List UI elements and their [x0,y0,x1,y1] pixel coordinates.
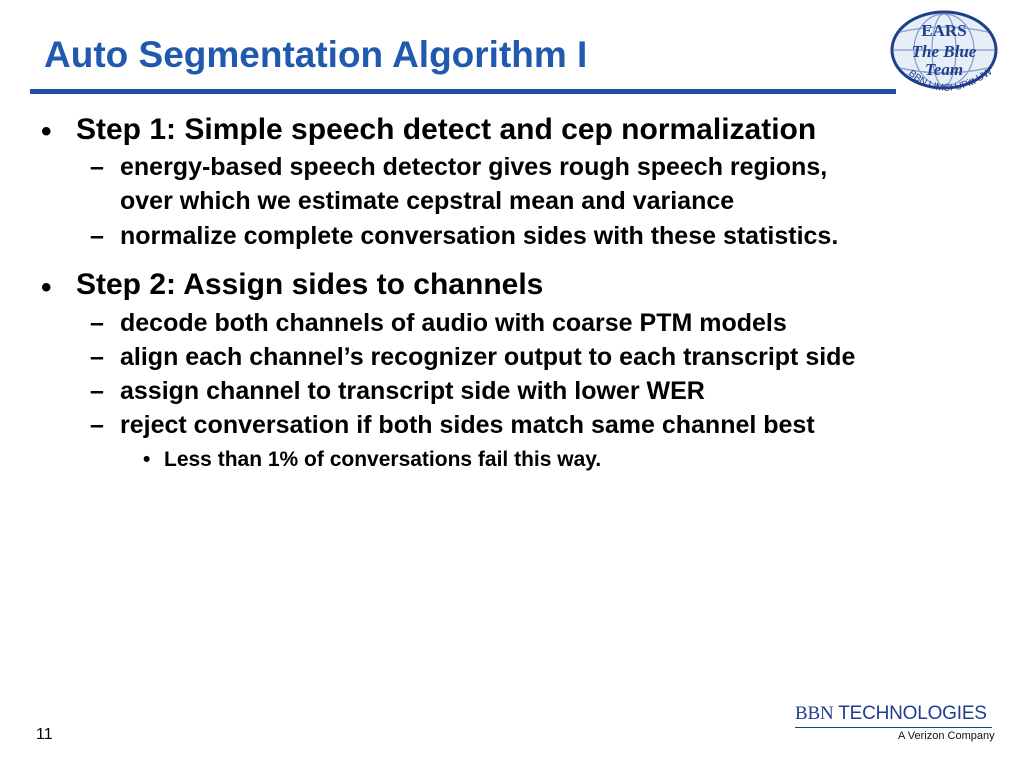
level2-dash-marker: – [90,377,104,405]
level2-dash-marker: – [90,309,104,337]
bullet-2-sub-3: assign channel to transcript side with lower WER [120,377,705,405]
bullet-1-sub-1-line-1: energy-based speech detector gives rough speech regions, [120,153,828,181]
bullet-1-text: Step 1: Simple speech detect and cep normalization [76,113,817,146]
level1-bullet-marker: • [41,115,52,148]
bullet-2-sub-2: align each channel’s recognizer output to each transcript side [120,343,856,371]
slide-title: Auto Segmentation Algorithm I [44,34,588,75]
bullet-2-sub-1: decode both channels of audio with coarse PTM models [120,309,787,337]
level2-dash-marker: – [90,222,104,250]
level2-dash-marker: – [90,153,104,181]
slide-number: 11 [36,726,53,743]
logo-arc-text: BBN LIMSI UPitt UW [906,66,995,94]
bbn-logo-rule [795,727,992,728]
bbn-technologies-logo [795,704,987,723]
level1-bullet-marker: • [41,271,52,304]
bbn-tagline: A Verizon Company [898,730,995,742]
bullet-2-sub-4: reject conversation if both sides match same channel best [120,411,815,439]
bbn-logo-part2: TECHNOLOGIES [833,703,987,724]
level2-dash-marker: – [90,411,104,439]
logo-line3-text: Team [924,60,964,79]
bullet-2-text: Step 2: Assign sides to channels [76,268,544,301]
level2-dash-marker: – [90,343,104,371]
logo-line2-text: The Blue [911,42,977,61]
bullet-1-sub-1-line-2: over which we estimate cepstral mean and variance [120,187,735,215]
bbn-logo-part1: BBN [795,703,834,724]
bullet-2-sub-4-detail: Less than 1% of conversations fail this way. [164,448,602,471]
logo-ears-text: EARS [921,21,967,40]
bullet-1-sub-2-line-1: normalize complete conversation sides with these statistics. [120,222,839,250]
level3-bullet-marker: • [143,448,151,471]
